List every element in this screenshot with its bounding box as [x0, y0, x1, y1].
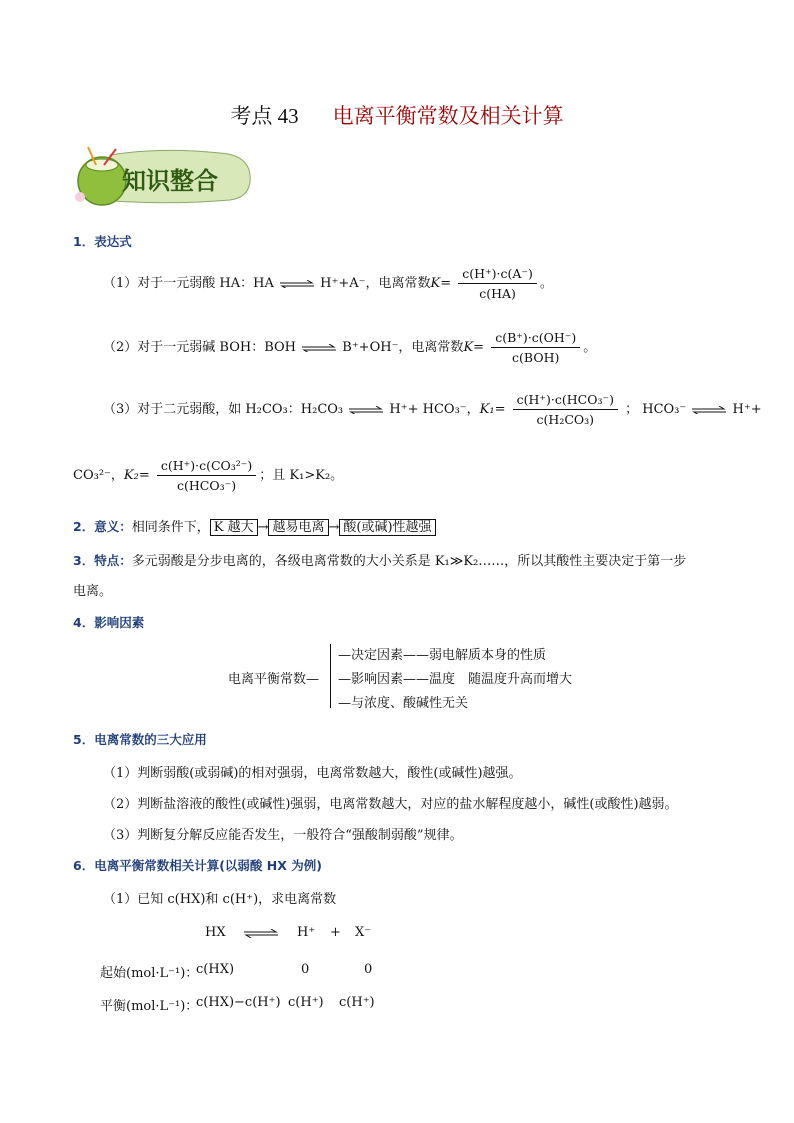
- equilibrium-arrow-icon: [280, 280, 314, 288]
- box-easy-ionize: 越易电离: [268, 519, 328, 536]
- s4-heading: 4．影响因素: [73, 615, 145, 630]
- row-equil-label: 平衡(mol·L⁻¹)：: [100, 999, 199, 1014]
- s1-item1: （1）对于一元弱酸 HA：HA H⁺+A⁻，电离常数K= $\frac{c(H^+)\cdot c(A^-)}{c(HA)}$ 。: [103, 266, 553, 301]
- s4-root: 电离平衡常数—: [228, 672, 320, 687]
- k2-fraction: $\frac{\text{c(H⁺)·c(CO₃²⁻)}}{\text{c(HCO₃⁻)}}$: [157, 458, 256, 493]
- k-fraction-boh: $\frac{c(B^+)\cdot c(OH^-)}{\text{c(BOH)}}$: [491, 330, 580, 365]
- s5-p2: （2）判断盐溶液的酸性(或碱性)强弱，电离常数越大，对应的盐水解程度越小，碱性(或酸性)越弱。: [103, 797, 678, 812]
- page-title: [0, 100, 794, 130]
- row-initial-label: 起始(mol·L⁻¹)：: [100, 966, 199, 981]
- equilibrium-arrow-icon: [244, 929, 278, 938]
- s6-heading: 6．电离平衡常数相关计算(以弱酸 HX 为例): [73, 858, 322, 873]
- box-k-larger: K 越大: [210, 519, 258, 536]
- box-acidity-stronger: 酸(或碱)性越强: [339, 519, 435, 536]
- s4-branch2: —影响因素——温度 随温度升高而增大: [338, 672, 573, 687]
- s5-heading: 5．电离常数的三大应用: [73, 732, 207, 747]
- row-equil-c1: c(HX)−c(H⁺): [196, 995, 281, 1010]
- s2-line: 2．意义：相同条件下， K 越大 → 越易电离 → 酸(或碱)性越强: [73, 516, 436, 535]
- s1-item2: （2）对于一元弱碱 BOH：BOH B⁺+OH⁻，电离常数K= $\frac{c(B^+)\cdot c(OH^-)}{\text{c(BOH)}}$ 。: [103, 330, 597, 365]
- flower-icon: [75, 192, 85, 202]
- s1-heading: 1．表达式: [73, 234, 132, 249]
- k1-fraction: $\frac{\text{c(H⁺)·c(HCO₃⁻)}}{\text{c(H₂CO₃)}}$: [513, 392, 618, 427]
- s5-p3: （3）判断复分解反应能否发生，一般符合“强酸制弱酸”规律。: [103, 828, 463, 843]
- title-name: 电离平衡常数及相关计算: [332, 104, 564, 128]
- s3-line2: 电离。: [73, 584, 113, 599]
- s6-eq-plus: +: [330, 925, 341, 940]
- s6-eq-r1: H⁺: [297, 925, 316, 940]
- row-initial-c3: 0: [364, 962, 373, 977]
- s6-eq-left: HX: [205, 925, 226, 940]
- equilibrium-arrow-icon: [302, 344, 336, 352]
- equilibrium-arrow-icon: [349, 406, 383, 414]
- title-number: 考点 43: [230, 104, 299, 128]
- knowledge-badge: [70, 145, 255, 209]
- s6-p1: （1）已知 c(HX)和 c(H⁺)，求电离常数: [103, 892, 337, 907]
- equilibrium-arrow-icon: [692, 406, 726, 414]
- s6-eq-r2: X⁻: [355, 925, 372, 940]
- row-initial-c1: c(HX): [196, 962, 235, 977]
- row-initial-c2: 0: [301, 962, 310, 977]
- s4-branch1: —决定因素——弱电解质本身的性质: [338, 648, 547, 663]
- badge-label: 知识整合: [122, 167, 218, 195]
- s4-branch3: —与浓度、酸碱性无关: [338, 696, 469, 711]
- s1-item3: （3）对于二元弱酸，如 H₂CO₃：H₂CO₃ H⁺+ HCO₃⁻，K₁= $\frac{\text{c(H⁺)·c(HCO₃⁻)}}{\text{c(H₂CO₃)}}$ ； HCO₃⁻ H⁺+: [103, 392, 762, 427]
- row-equil-c2: c(H⁺): [288, 995, 324, 1010]
- s3-line1: 3．特点：多元弱酸是分步电离的，各级电离常数的大小关系是 K₁≫K₂……，所以其酸性主要决定于第一步: [73, 553, 687, 569]
- row-equil-c3: c(H⁺): [339, 995, 375, 1010]
- s5-p1: （1）判断弱酸(或弱碱)的相对强弱，电离常数越大，酸性(或碱性)越强。: [103, 766, 522, 781]
- s1-item3-cont: CO₃²⁻，K₂= $\frac{\text{c(H⁺)·c(CO₃²⁻)}}{\text{c(HCO₃⁻)}}$ ；且 K₁>K₂。: [73, 458, 344, 493]
- k-fraction-ha: $\frac{c(H^+)\cdot c(A^-)}{c(HA)}$: [458, 266, 537, 301]
